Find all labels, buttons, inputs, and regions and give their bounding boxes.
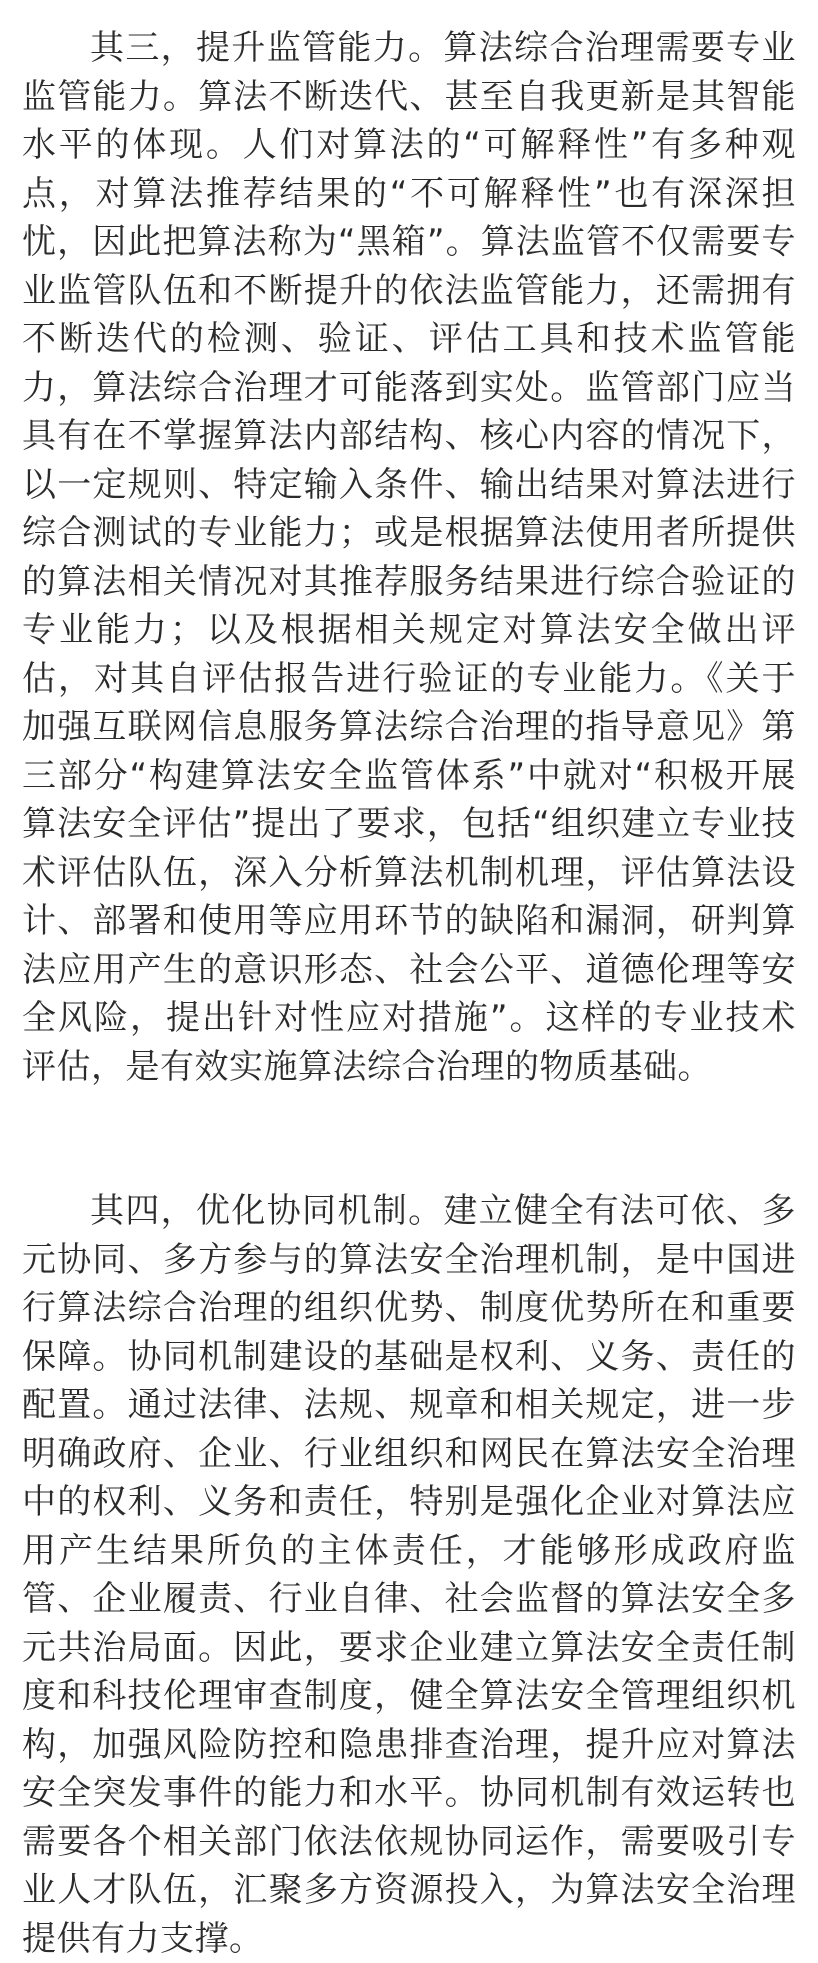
paragraph-part-three: 其三，提升监管能力。算法综合治理需要专业监管能力。算法不断迭代、甚至自我更新是其智能水平的体现。人们对算法的“可解释性”有多种观点，对算法推荐结果的“不可解释性”也有深深担忧，因此把算法称为“黑箱”。算法监管不仅需要专业监管队伍和不断提升的依法监管能力，还需拥有不断迭代的检测、验证、评估工具和技术监管能力，算法综合治理才可能落到实处。监管部门应当具有在不掌握算法内部结构、核心内容的情况下，以一定规则、特定输入条件、输出结果对算法进行综合测试的专业能力；或是根据算法使用者所提供的算法相关情况对其推荐服务结果进行综合验证的专业能力；以及根据相关规定对算法安全做出评估，对其自评估报告进行验证的专业能力。《关于加强互联网信息服务算法综合治理的指导意见》第三部分“构建算法安全监管体系”中就对“积极开展算法安全评估”提出了要求，包括“组织建立专业技术评估队伍，深入分析算法机制机理，评估算法设计、部署和使用等应用环节的缺陷和漏洞，研判算法应用产生的意识形态、社会公平、道德伦理等安全风险，提出针对性应对措施”。这样的专业技术评估，是有效实施算法综合治理的物质基础。 (22, 28, 796, 1087)
paragraph-spacer (22, 1091, 796, 1187)
paragraph-part-four: 其四，优化协同机制。建立健全有法可依、多元协同、多方参与的算法安全治理机制，是中国进行算法综合治理的组织优势、制度优势所在和重要保障。协同机制建设的基础是权利、义务、责任的配置。通过法律、法规、规章和相关规定，进一步明确政府、企业、行业组织和网民在算法安全治理中的权利、义务和责任，特别是强化企业对算法应用产生结果所负的主体责任，才能够形成政府监管、企业履责、行业自律、社会监督的算法安全多元共治局面。因此，要求企业建立算法安全责任制度和科技伦理审查制度，健全算法安全管理组织机构，加强风险防控和隐患排查治理，提升应对算法安全突发事件的能力和水平。协同机制有效运转也需要各个相关部门依法依规协同运作，需要吸引专业人才队伍，汇聚多方资源投入，为算法安全治理提供有力支撑。 (22, 1191, 796, 1959)
